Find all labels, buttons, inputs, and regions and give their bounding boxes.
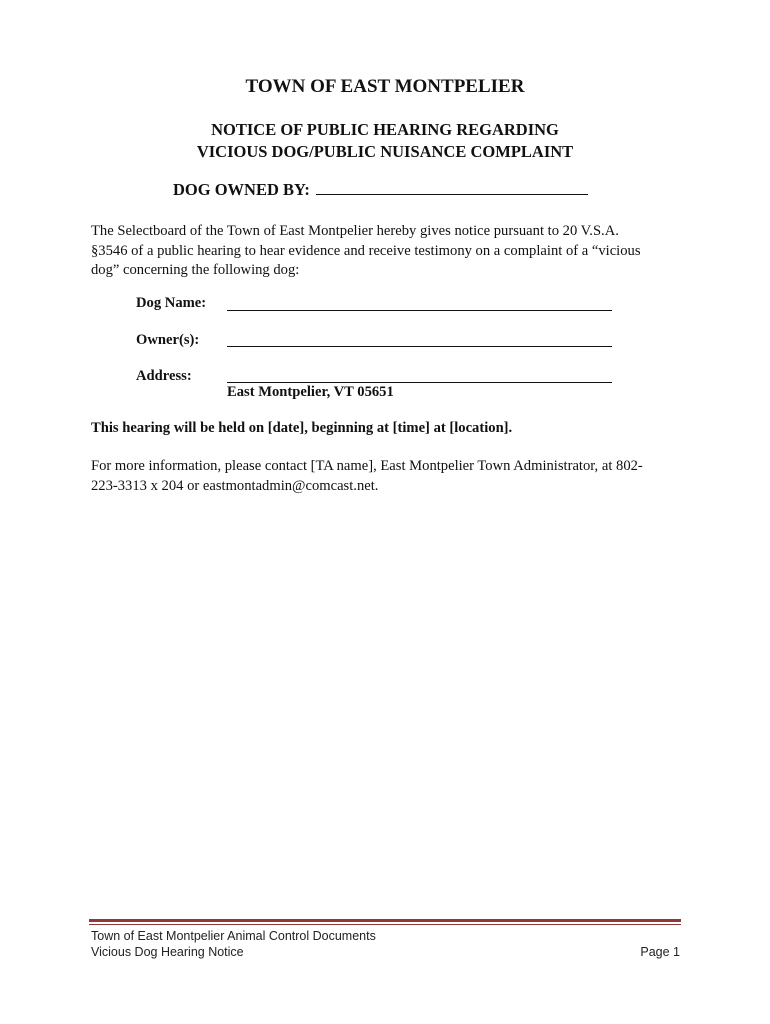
intro-line-2: §3546 of a public hearing to hear evidence and receive testimony on a complaint of a “vicious [91, 242, 641, 259]
document-title: TOWN OF EAST MONTPELIER [245, 76, 525, 97]
owners-label: Owner(s): [136, 332, 200, 348]
intro-line-3: dog” concerning the following dog: [91, 262, 300, 278]
subtitle-line-1: NOTICE OF PUBLIC HEARING REGARDING [211, 120, 559, 139]
dog-name-blank-line [227, 310, 612, 311]
owned-by-label: DOG OWNED BY: [173, 180, 310, 199]
footer-rule [89, 919, 681, 922]
contact-line-2: 223-3313 x 204 or eastmontadmin@comcast.net. [91, 477, 379, 494]
intro-line-1: The Selectboard of the Town of East Montpelier hereby gives notice pursuant to 20 V.S.A. [91, 223, 619, 239]
hearing-statement: This hearing will be held on [date], beginning at [time] at [location]. [91, 420, 513, 436]
footer-doc-title: Vicious Dog Hearing Notice [91, 945, 244, 959]
intro-paragraph [91, 222, 681, 281]
contact-line-1: For more information, please contact [TA name], East Montpelier Town Administrator, at 802- [91, 458, 643, 474]
owners-blank-line [227, 346, 612, 347]
contact-paragraph [91, 457, 681, 496]
footer-page-number: Page 1 [640, 945, 680, 959]
address-label: Address: [136, 368, 192, 384]
subtitle-line-2: VICIOUS DOG/PUBLIC NUISANCE COMPLAINT [196, 142, 574, 161]
footer-rule-thin [89, 924, 681, 925]
address-blank-line [227, 382, 612, 383]
footer-doc-series: Town of East Montpelier Animal Control Documents [91, 929, 376, 943]
address-city-line: East Montpelier, VT 05651 [227, 384, 394, 400]
document-subtitle [0, 119, 770, 163]
owned-by-blank-line [316, 180, 588, 195]
owned-by-row [173, 180, 588, 200]
dog-name-label: Dog Name: [136, 295, 207, 311]
